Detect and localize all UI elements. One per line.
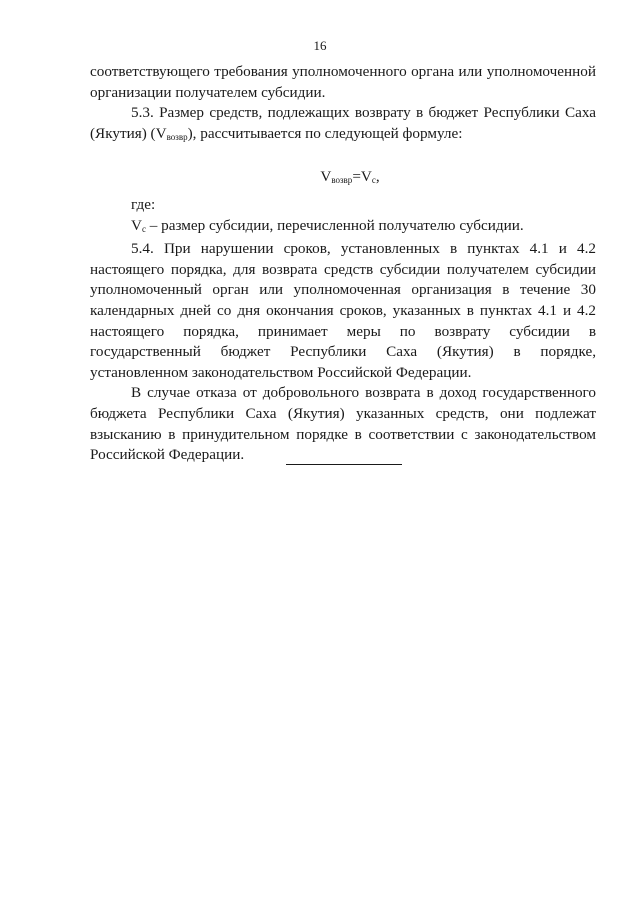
definition-symbol-subscript: c: [141, 223, 146, 234]
formula-rhs: =V: [352, 168, 372, 186]
paragraph-refusal: В случае отказа от добровольного возврата в доход государственного бюджета Республики Саха (Якутия) указанных средств, они подлежат взысканию в принудительном порядке в соответствии с законодательством Российской Федерации.: [90, 384, 596, 464]
paragraph-5-3-text-tail: ), рассчитывается по следующей формуле:: [187, 124, 463, 142]
formula: [90, 167, 596, 191]
formula-rhs-subscript: c: [371, 175, 376, 186]
paragraph-5-3: [90, 103, 596, 147]
formula-lhs: V: [320, 168, 332, 186]
end-of-text-rule: [286, 464, 402, 465]
formula-tail: ,: [375, 168, 380, 186]
paragraph-5-3-text: Размер средств, подлежащих возврату в бюджет Республики Саха (Якутия) (V: [90, 104, 596, 142]
document-body: [90, 62, 596, 466]
definition-symbol: V: [131, 216, 142, 234]
subscript-vozvr: возвр: [166, 131, 188, 142]
paragraph-continuation: соответствующего требования уполномоченного органа или уполномоченной организации получателем субсидии.: [90, 63, 596, 101]
definition-vc: [90, 216, 596, 240]
formula-lhs-subscript: возвр: [331, 175, 353, 186]
where-label: где:: [131, 195, 156, 213]
paragraph-5-4: [90, 239, 596, 383]
paragraph-5-4-text: При нарушении сроков, установленных в пунктах 4.1 и 4.2 настоящего порядка, для возврата средств субсидии получателем субсидии уполномоченный орган или уполномоченная организация в течение 30 календарных дней со дня окончания сроков, указанных в пунктах 4.1 и 4.2 настоящего порядка, принимает меры по возврату субсидии в государственный бюджет Республики Саха (Якутия) в порядке, установленном законодательством Российской Федерации.: [90, 240, 596, 381]
page-number: 16: [313, 38, 327, 53]
definition-text: – размер субсидии, перечисленной получателю субсидии.: [145, 216, 524, 234]
clause-number-5-4: 5.4.: [131, 240, 154, 258]
clause-number-5-3: 5.3.: [131, 104, 154, 122]
